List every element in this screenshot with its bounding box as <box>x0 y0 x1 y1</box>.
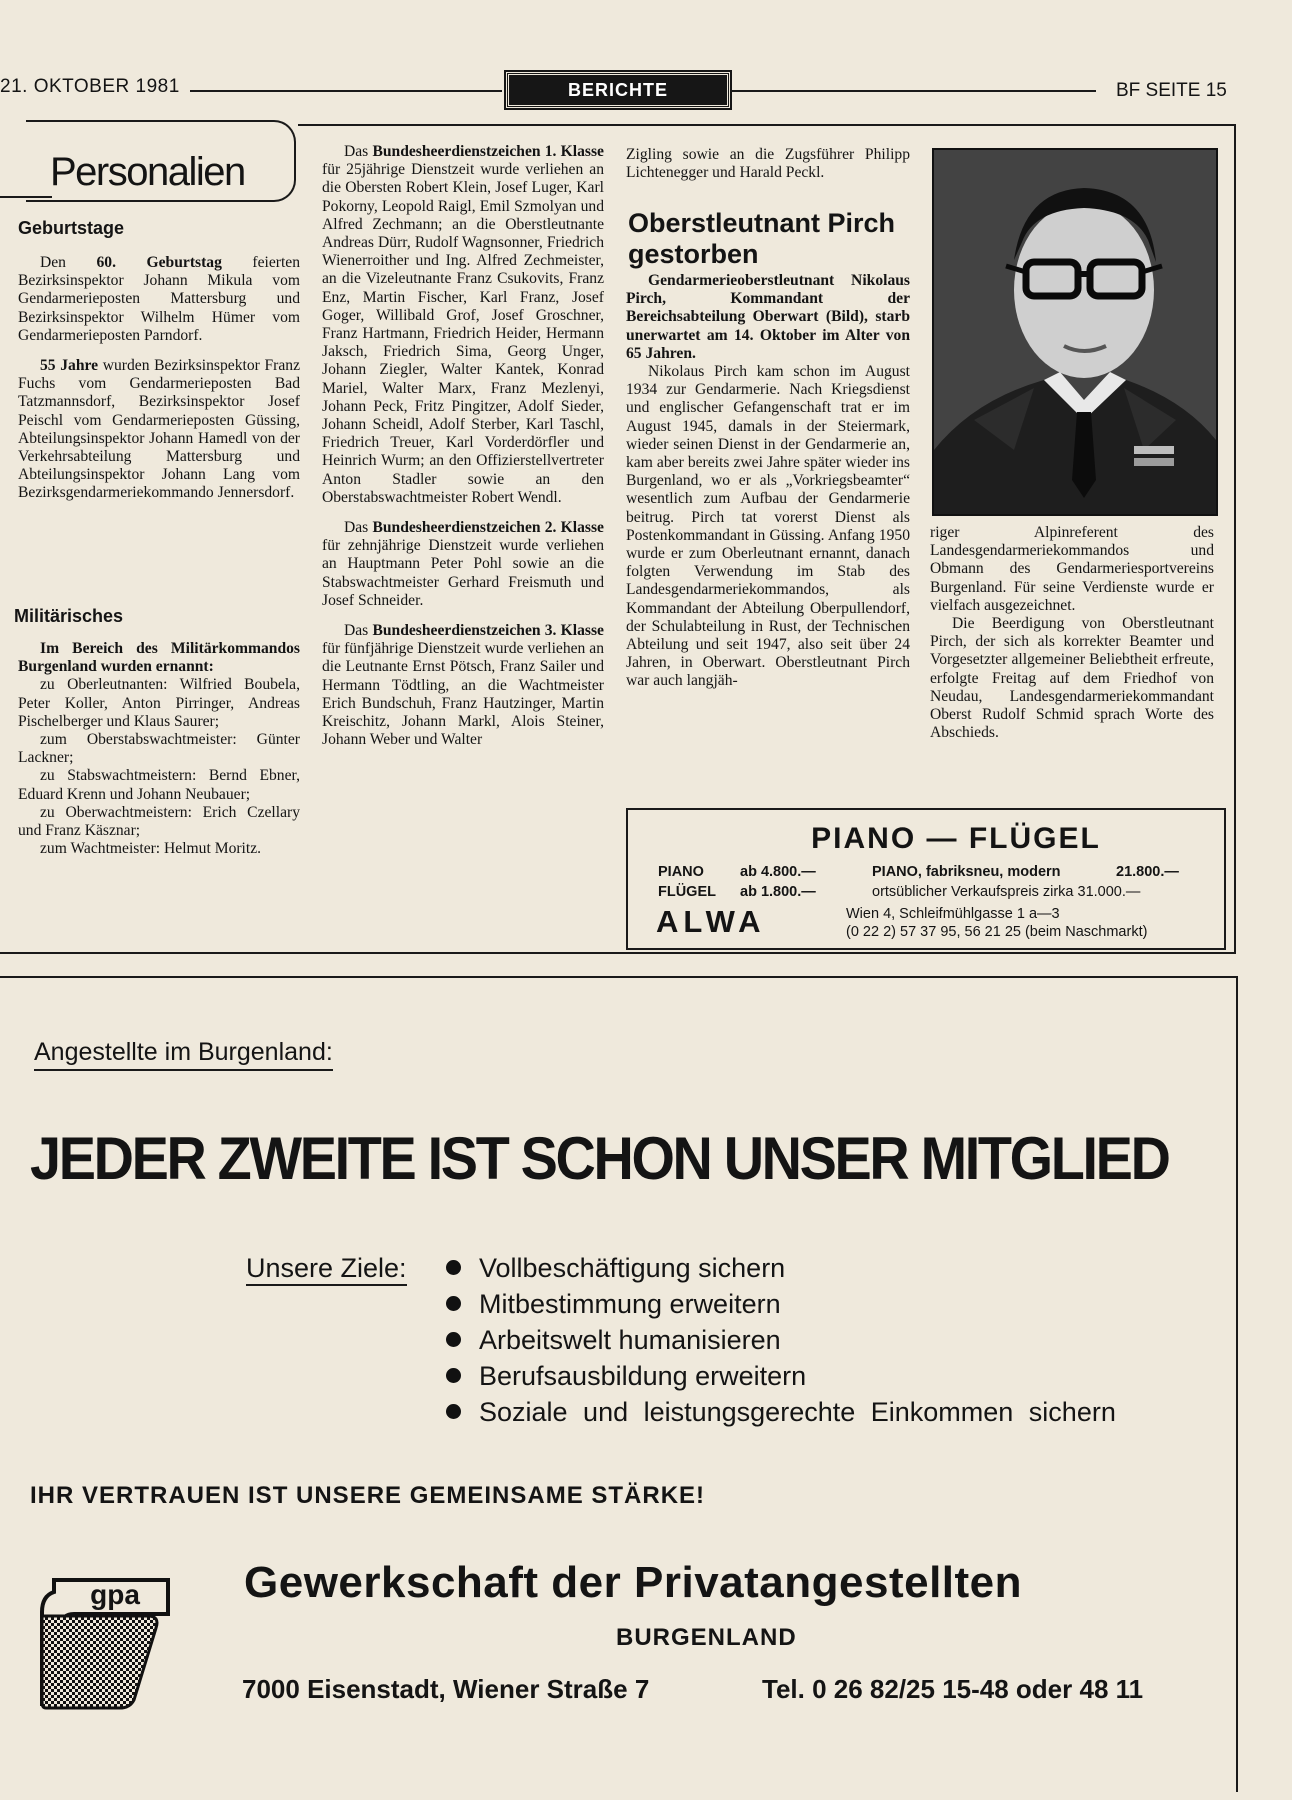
geburtstage-paragraph-1 <box>18 254 300 345</box>
header-rule-right <box>730 90 1096 92</box>
mil-oberstabswachtmeister: zum Oberstabswachtmeister: Günter Lackner; <box>18 731 300 767</box>
dienstzeichen-continuation: Zigling sowie an die Zugsführer Philipp Lichtenegger und Harald Peckl. <box>626 146 910 182</box>
pirch-lead: Gendarmerieoberstleutnant Nikolaus Pirch, Kommandant der Bereichsabteilung Oberwart (Bild), starb unerwartet am 14. Oktober im Alter von 65 Jahren. <box>626 272 910 362</box>
text-run: für fünfjährige Dienstzeit wurde verliehen an die Leutnante Ernst Pötsch, Franz Sailer und Hermann Tödtling, an die Wachtmeister Erich Bundschuh, Franz Hautzinger, Martin Kreischitz, Johann Markl, Alois Steiner, Johann Weber und Walter <box>322 640 604 749</box>
text-run: wurden Bezirksinspektor Franz Fuchs vom Gendarmerieposten Bad Tatzmannsdorf, Bezirksinspektor Josef Peischl vom Gendarmerieposten Güssing, Abteilungsinspektor Johann Hamedl von der Verkehrsabteilung Mattersburg und Abteilungsinspektor Johann Lang vom Bezirksgendarmeriekommando Jennersdorf. <box>18 357 300 502</box>
pirch-body: Nikolaus Pirch kam schon im August 1934 zur Gendarmerie. Nach Kriegsdienst und englischer Gefangenschaft trat er im August 1945, damals in der Steiermark, wieder seinen Dienst in der Gendarmerie an, kam aber bereits zwei Jahre später wieder ins Burgenland, wo er als „Vorkriegsbeamter“ wesentlich zum Aufbau der Gendarmerie beitrug. Pirch tat vorerst Dienst als Postenkommandant in Güssing. Anfang 1950 wurde er zum Oberleutnant ernannt, danach folgten Verwendung im Stab des Landesgendarmeriekommandos, als Kommandant der Abteilung Oberpullendorf, der Schulabteilung in Rust, der Technischen Abteilung und seit 1947, also seit über 24 Jahren, in Oberwart. Oberstleutnant Pirch war auch langjäh- <box>626 363 910 690</box>
goal-text: Berufsausbildung erweitern <box>479 1361 807 1391</box>
militaerisches-heading: Militärisches <box>14 606 124 626</box>
text-run: Das <box>344 143 373 160</box>
dienstzeichen-3 <box>322 622 604 749</box>
pirch-headline: Oberstleutnant Pirch gestorben <box>628 208 896 269</box>
piano-advert <box>626 808 1226 950</box>
fluegel-label: FLÜGEL <box>658 884 716 900</box>
text-run: feierten Bezirksinspektor Johann Mikula vom Gendarmerieposten Mattersburg und Bezirksinspektor Wilhelm Hümer vom Gendarmerieposten Parndorf. <box>18 254 300 344</box>
text-run: für zehnjährige Dienstzeit wurde verliehen an Hauptmann Peter Pohl sowie an die Stabswachtmeister Gerhard Freismuth und Josef Schneider. <box>322 537 604 609</box>
bullet-icon <box>446 1260 461 1275</box>
bullet-icon <box>446 1368 461 1383</box>
bold-run: 55 Jahre <box>40 357 99 375</box>
union-name: Gewerkschaft der Privatangestellten <box>244 1558 1023 1607</box>
mil-oberleutnanten: zu Oberleutnanten: Wilfried Boubela, Peter Koller, Anton Pirringer, Andreas Pischelberger und Klaus Saurer; <box>18 676 300 730</box>
geburtstage-heading: Geburtstage <box>18 218 125 238</box>
bold-run: Bundesheerdienstzeichen 3. Klasse <box>372 622 604 640</box>
pirch-column-top <box>626 146 910 182</box>
alwa-address: Wien 4, Schleifmühlgasse 1 a—3 <box>846 906 1060 922</box>
goal-text: Soziale und leistungsgerechte Einkommen sichern <box>479 1397 1116 1427</box>
header-rule-left <box>190 90 502 92</box>
pirch-body-2: riger Alpinreferent des Landesgendarmeriekommandos und Obmann des Gendarmeriesportvereins Burgenland. Für seine Verdienste wurde er vielfach ausgezeichnet. <box>930 524 1214 614</box>
dienstzeichen-2 <box>322 519 604 610</box>
militaerisches-column <box>18 640 300 858</box>
goal-text: Vollbeschäftigung sichern <box>479 1253 786 1283</box>
text-run: für 25jährige Dienstzeit wurde verliehen an die Obersten Robert Klein, Josef Luger, Karl Pokorny, Leopold Raigl, Emil Szmolyan und Alfred Zechmann; an die Oberstleutnante Andreas Dürr, Rudolf Wagnsonner, Friedrich Wienerroither und Ing. Alfred Zechmeister, an die Vizeleutnante Franz Csukovits, Franz Enz, Martin Fischer, Karl Franz, Josef Goger, Willibald Grof, Josef Groschner, Franz Hartmann, Friedrich Heider, Hermann Jaksch, Friedrich Sima, Georg Unger, Johann Ziegler, Walter Kantek, Konrad Mariel, Walter Marx, Franz Mezlenyi, Johann Peck, Fritz Pingitzer, Adolf Sieder, Johann Scheidl, Adolf Sterber, Karl Taschl, Friedrich Treuer, Karl Vorderdörfler und Heinrich Wurm; an den Offizierstellvertreter Anton Stadler sowie an den Oberstabswachtmeister Robert Wendl. <box>322 161 604 506</box>
portrait-photo <box>932 148 1218 516</box>
union-address: 7000 Eisenstadt, Wiener Straße 7 <box>242 1674 650 1704</box>
union-intro: Angestellte im Burgenland: <box>34 1038 333 1071</box>
union-slogan: IHR VERTRAUEN IST UNSERE GEMEINSAME STÄRKE! <box>30 1482 706 1509</box>
text-run: Das <box>344 622 373 640</box>
alwa-brand: ALWA <box>656 904 766 939</box>
alwa-phone: (0 22 2) 57 37 95, 56 21 25 (beim Naschmarkt) <box>846 924 1148 940</box>
text-run: Den <box>40 254 97 271</box>
dienstzeichen-column <box>322 143 604 750</box>
bold-run: Bundesheerdienstzeichen 1. Klasse <box>372 143 604 160</box>
pirch-body-3: Die Beerdigung von Oberstleutnant Pirch, der sich als korrekter Beamter und Vorgesetzter allgemeiner Beliebtheit erfreute, erfolgte Freitag auf dem Friedhof von Neudau, Landesgendarmeriekommandant Oberst Rudolf Schmid sprach Worte des Abschieds. <box>930 615 1214 742</box>
frame-rule-bottom <box>0 952 1236 954</box>
goal-item <box>446 1360 806 1392</box>
bold-run: Bundesheerdienstzeichen 2. Klasse <box>372 519 604 537</box>
bullet-icon <box>446 1296 461 1311</box>
bullet-icon <box>446 1404 461 1419</box>
piano-price: ab 4.800.— <box>740 864 816 880</box>
goal-item <box>446 1324 781 1356</box>
frame-rule-top <box>298 124 1236 126</box>
fluegel-price: ab 1.800.— <box>740 884 816 900</box>
pirch-column-continued <box>930 524 1214 742</box>
gpa-logo <box>36 1572 174 1712</box>
goal-item <box>446 1252 785 1284</box>
page-number: BF SEITE 15 <box>1116 80 1227 101</box>
union-phone: Tel. 0 26 82/25 15-48 oder 48 11 <box>762 1674 1144 1704</box>
usual-price: ortsüblicher Verkaufspreis zirka 31.000.— <box>872 884 1141 900</box>
new-piano-label: PIANO, fabriksneu, modern <box>872 864 1061 880</box>
bold-run: 60. Geburtstag <box>96 254 222 271</box>
geburtstage-paragraph-2 <box>18 357 300 503</box>
piano-label: PIANO <box>658 864 704 880</box>
piano-advert-title: PIANO — FLÜGEL <box>811 822 1101 855</box>
personalien-title: Personalien <box>50 150 245 194</box>
union-region: BURGENLAND <box>616 1624 797 1651</box>
section-badge: BERICHTE <box>506 72 730 108</box>
mil-oberwachtmeister: zu Oberwachtmeistern: Erich Czellary und Franz Käsznar; <box>18 803 300 840</box>
pirch-column <box>626 272 910 691</box>
issue-date: 21. OKTOBER 1981 <box>0 76 180 97</box>
portrait-illustration <box>934 150 1216 514</box>
frame-rule-right <box>1234 124 1236 954</box>
goal-text: Mitbestimmung erweitern <box>479 1289 781 1319</box>
bullet-icon <box>446 1332 461 1347</box>
goal-item <box>446 1288 781 1320</box>
mil-lead <box>18 640 300 676</box>
goals-label: Unsere Ziele: <box>246 1252 407 1286</box>
bold-run: Im Bereich des Militärkommandos Burgenland wurden ernannt: <box>18 640 300 676</box>
text-run: Das <box>344 519 373 537</box>
union-headline: JEDER ZWEITE IST SCHON UNSER MITGLIED <box>30 1125 1169 1192</box>
mil-stabswachtmeister: zu Stabswachtmeistern: Bernd Ebner, Eduard Krenn und Johann Neubauer; <box>18 767 300 803</box>
dienstzeichen-1 <box>322 143 604 507</box>
new-piano-price: 21.800.— <box>1116 864 1179 880</box>
mil-wachtmeister: zum Wachtmeister: Helmut Moritz. <box>40 840 262 858</box>
goal-text: Arbeitswelt humanisieren <box>479 1325 781 1355</box>
geburtstage-column <box>18 254 300 503</box>
goal-item <box>446 1396 1116 1428</box>
gpa-logo-text: gpa <box>90 1579 140 1610</box>
personalien-underline <box>0 196 52 198</box>
